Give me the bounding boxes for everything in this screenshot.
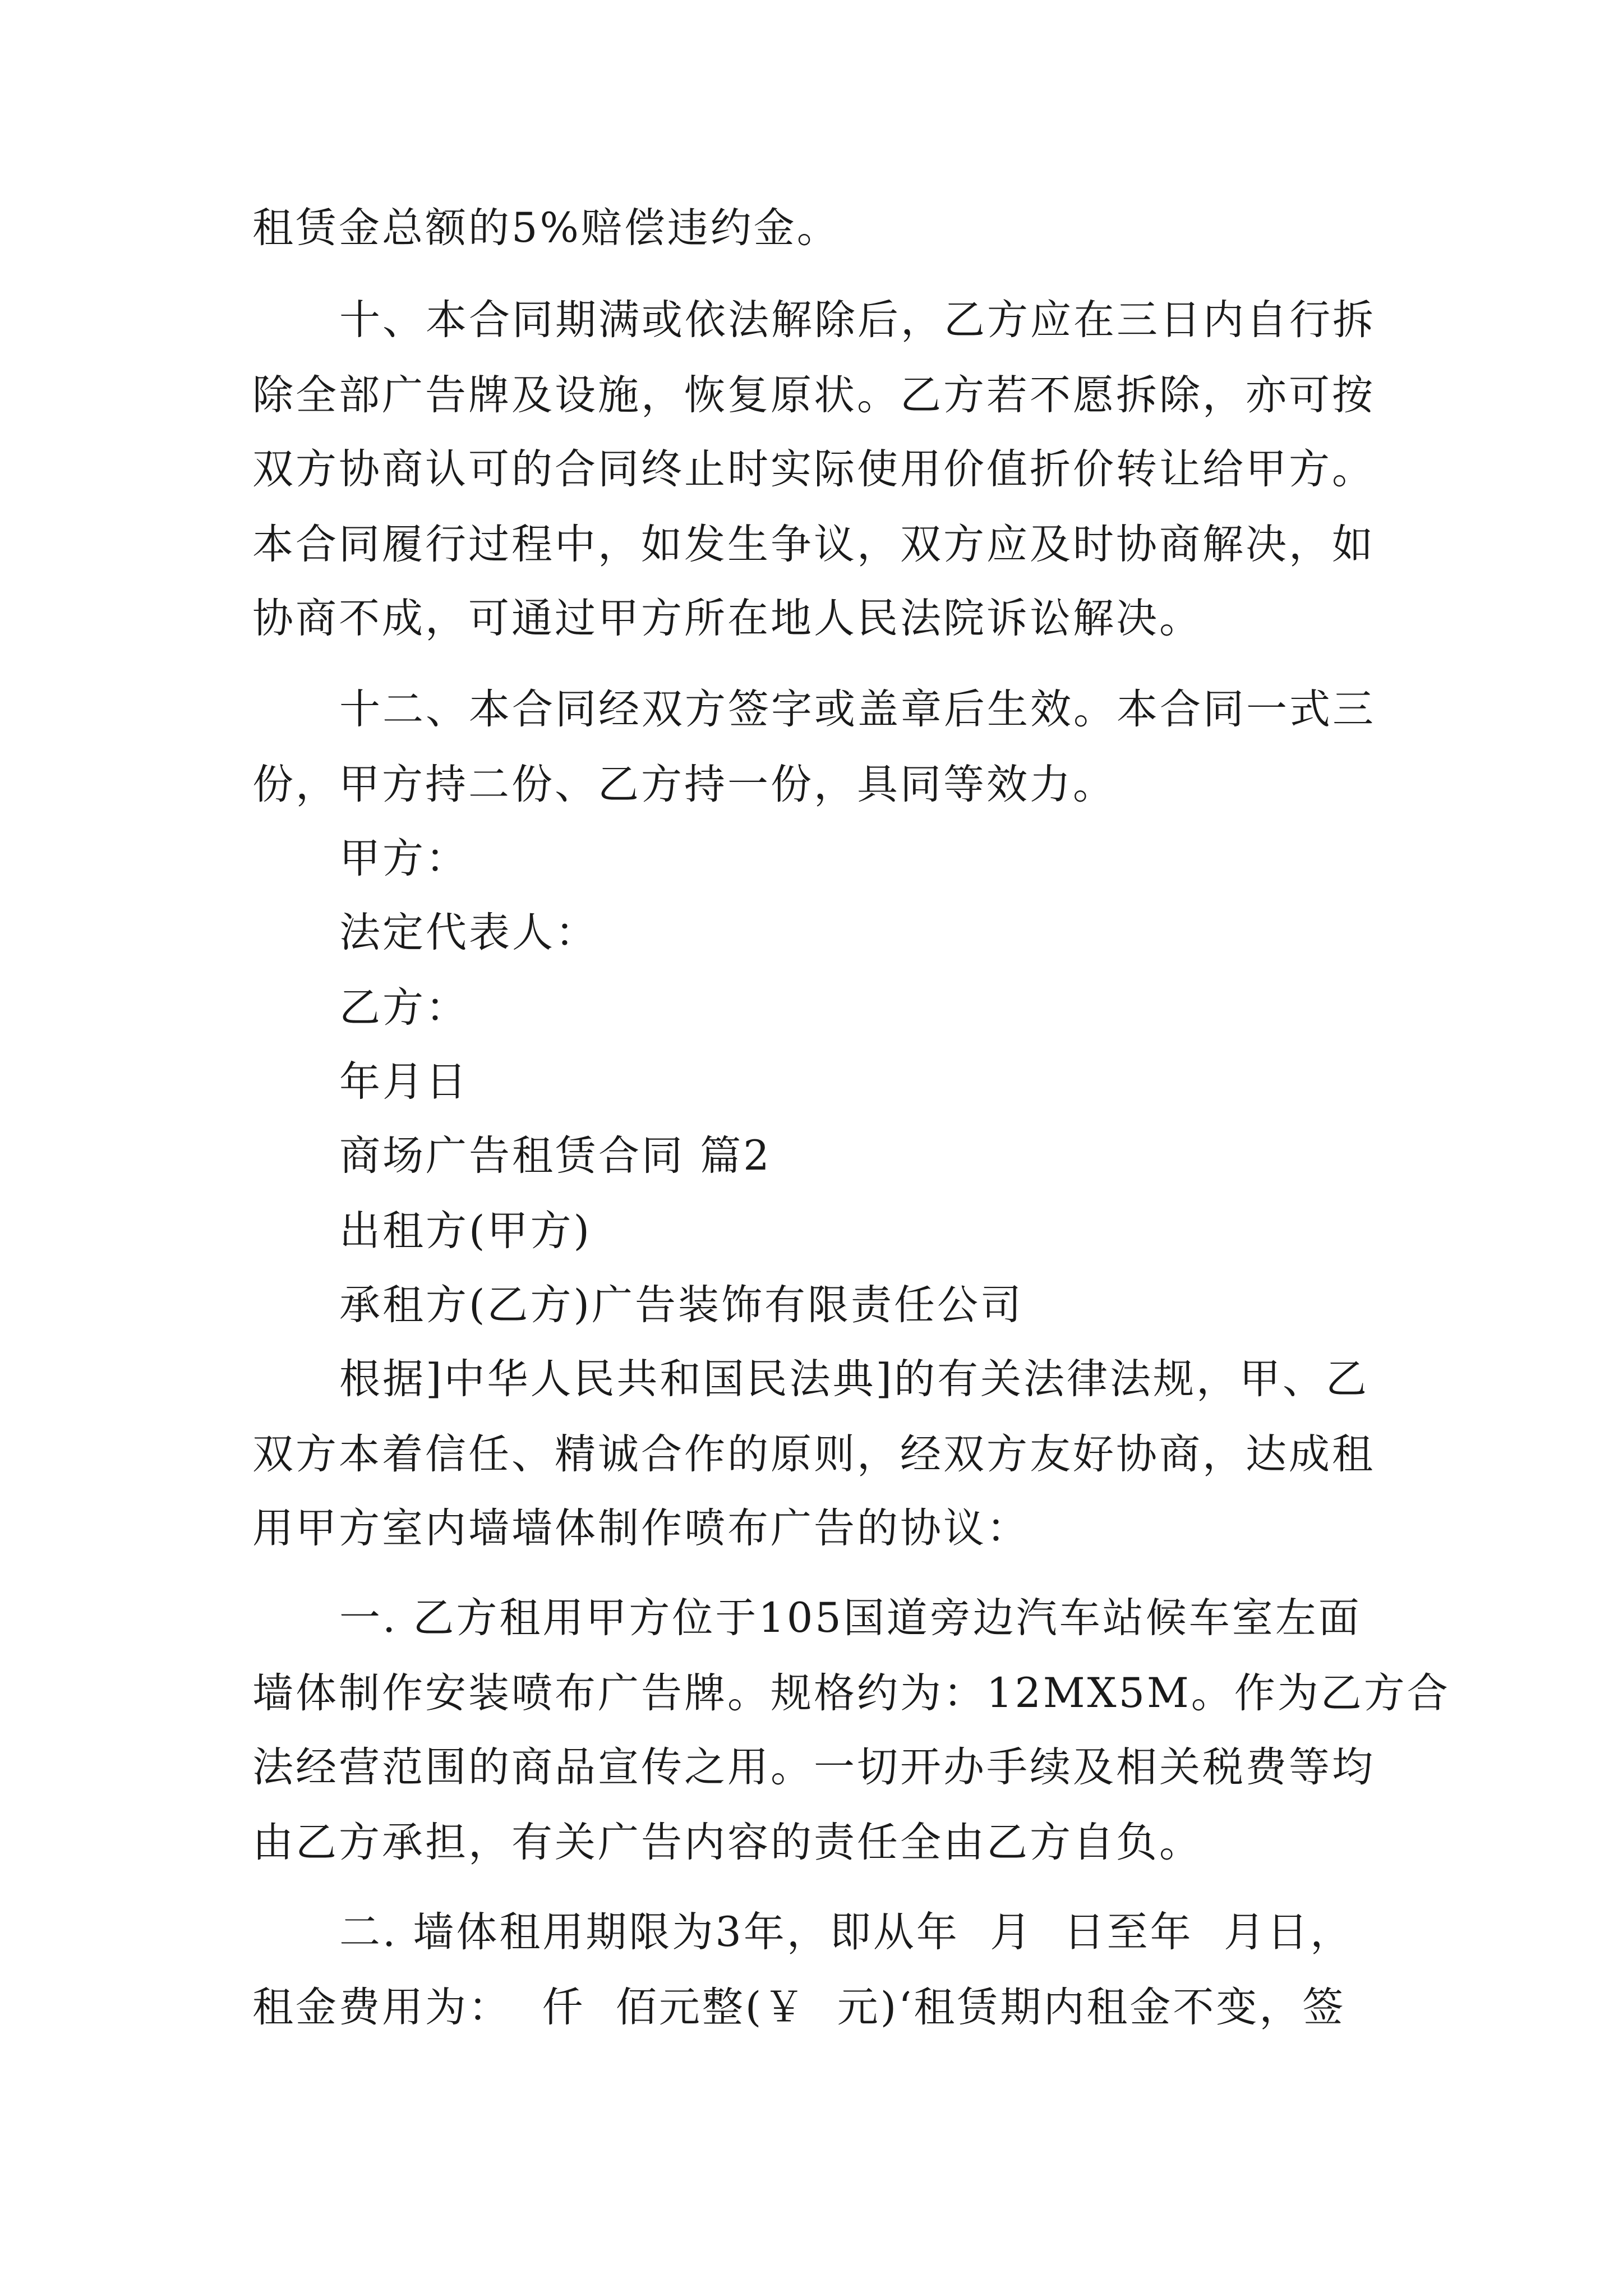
text-line: 十、本合同期满或依法解除后，乙方应在三日内自行拆 — [339, 296, 1376, 344]
text-line: 墙体制作安装喷布广告牌。规格约为：12MX5M。作为乙方合 — [252, 1669, 1450, 1717]
text-line: 份，甲方持二份、乙方持一份，具同等效力。 — [252, 761, 1116, 808]
text-line: 年月日 — [339, 1058, 469, 1106]
text-line: 商场广告租赁合同 篇2 — [339, 1132, 772, 1180]
text-line: 协商不成，可通过甲方所在地人民法院诉讼解决。 — [252, 595, 1202, 642]
text-line: 租金费用为： 仟 佰元整(￥ 元)‘租赁期内租金不变，签 — [252, 1984, 1346, 2031]
text-line: 除全部广告牌及设施，恢复原状。乙方若不愿拆除，亦可按 — [252, 371, 1375, 419]
text-line: 租赁金总额的5%赔偿违约金。 — [252, 204, 840, 252]
text-line: 十二、本合同经双方签字或盖章后生效。本合同一式三 — [339, 685, 1376, 733]
text-line: 双方协商认可的合同终止时实际使用价值折价转让给甲方。 — [252, 445, 1375, 493]
text-line: 甲方： — [339, 835, 469, 882]
text-line: 承租方(乙方)广告装饰有限责任公司 — [339, 1281, 1023, 1329]
text-line: 一. 乙方租用甲方位于105国道旁边汽车站候车室左面 — [339, 1594, 1362, 1642]
text-line: 双方本着信任、精诚合作的原则，经双方友好协商，达成租 — [252, 1430, 1375, 1478]
text-line: 根据]中华人民共和国民法典]的有关法律法规，甲、乙 — [339, 1355, 1369, 1403]
text-line: 二. 墙体租用期限为3年，即从年 月 日至年 月日， — [339, 1908, 1354, 1956]
text-line: 乙方： — [339, 984, 469, 1032]
text-line: 出租方(甲方) — [339, 1207, 592, 1255]
text-line: 法定代表人： — [339, 909, 598, 956]
text-line: 用甲方室内墙墙体制作喷布广告的协议： — [252, 1504, 1030, 1552]
text-line: 本合同履行过程中，如发生争议，双方应及时协商解决，如 — [252, 521, 1375, 568]
text-line: 法经营范围的商品宣传之用。一切开办手续及相关税费等均 — [252, 1743, 1375, 1791]
text-line: 由乙方承担，有关广告内容的责任全由乙方自负。 — [252, 1819, 1202, 1866]
